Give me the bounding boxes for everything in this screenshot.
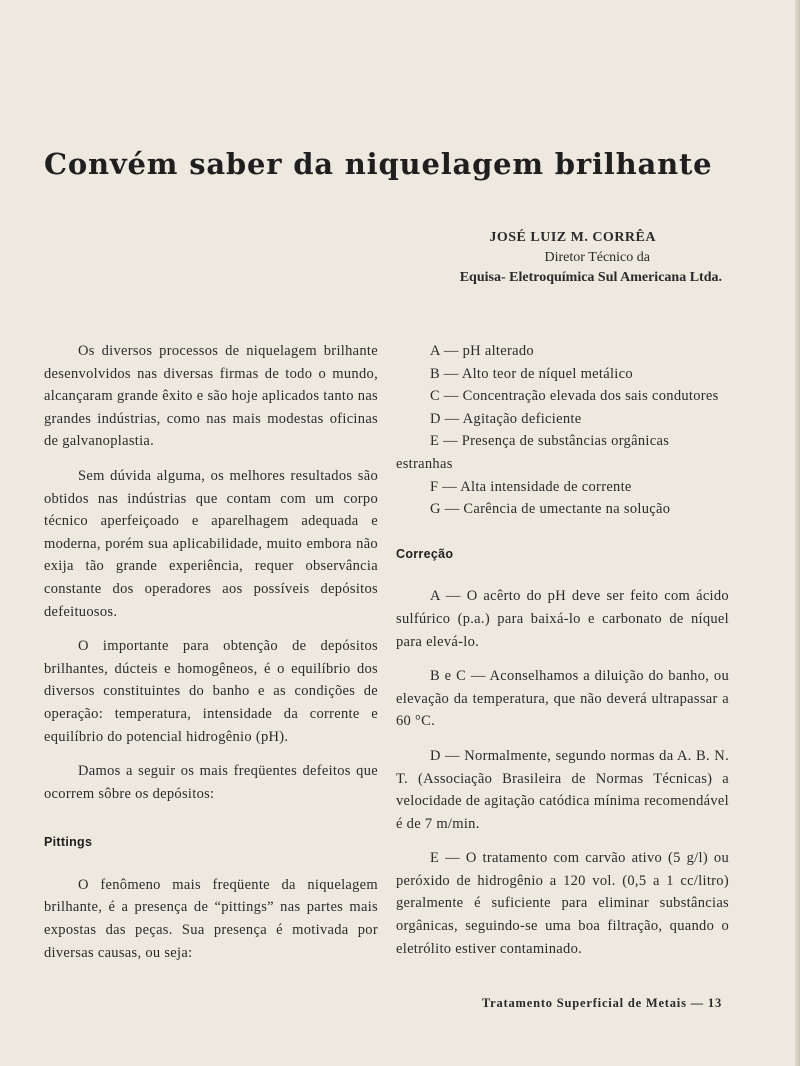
page-edge — [795, 0, 800, 1066]
list-item: B — Alto teor de níquel metálico — [430, 365, 633, 382]
list-item: A — pH alterado — [430, 343, 534, 359]
paragraph: O fenômeno mais freqüente da niquelagem brilhante, é a presença de “pittings” nas partes mais expostas das peças. Sua presença é motivada por diversas causas, ou seja: — [44, 876, 378, 961]
right-column — [396, 340, 729, 972]
paragraph: E — O tratamento com carvão ativo (5 g/l) ou peróxido de hidrogênio a 120 vol. (0,5 a 1 cc/litro) geralmente é suficiente para eliminar substâncias orgânicas, seguindo-se uma boa filtração, quando o eletrólito estiver contaminado. — [396, 850, 729, 957]
list-item: F — Alta intensidade de corrente — [430, 478, 632, 495]
author-name: JOSÉ LUIZ M. CORRÊA — [489, 230, 656, 245]
paragraph: Os diversos processos de niquelagem brilhante desenvolvidos nas diversas firmas de todo o mundo, alcançaram grande êxito e são hoje aplicados tanto nas grandes indústrias, como nas mais modestas oficinas de galvanoplastia. — [44, 343, 378, 450]
list-item: C — Concentração elevada dos sais condutores — [430, 388, 719, 405]
author-block — [362, 228, 722, 288]
section-heading-pittings: Pittings — [44, 835, 93, 850]
paragraph: O importante para obtenção de depósitos brilhantes, dúcteis e homogêneos, é o equilíbrio dos diversos constituintes do banho e as condições de operação: temperatura, intensidade da corrente e equilíbrio do potencial hidrogênio (pH). — [44, 638, 378, 745]
list-item: G — Carência de umectante na solução — [430, 501, 671, 518]
paragraph: Damos a seguir os mais freqüentes defeitos que ocorrem sôbre os depósitos: — [44, 763, 378, 802]
paragraph: A — O acêrto do pH deve ser feito com ácido sulfúrico (p.a.) para baixá-lo e carbonato de níquel para elevá-lo. — [396, 588, 729, 650]
author-role: Diretor Técnico da — [544, 250, 650, 265]
author-company: Equisa- Eletroquímica Sul Americana Ltda. — [459, 270, 722, 285]
paragraph: B e C — Aconselhamos a diluição do banho, ou elevação da temperatura, que não deverá ultrapassar a 60 °C. — [396, 668, 729, 730]
article-title: Convém saber da niquelagem brilhante — [44, 147, 713, 182]
section-heading-correcao: Correção — [396, 546, 454, 561]
paragraph: Sem dúvida alguma, os melhores resultados são obtidos nas indústrias que contam com um corpo técnico aperfeiçoado e aparelhagem adequada e moderna, porém sua aplicabilidade, muito embora não exija tão grande experiência, requer observância constante dos operadores aos possíveis depósitos defeituosos. — [44, 467, 378, 620]
left-column — [44, 340, 378, 976]
paragraph: D — Normalmente, segundo normas da A. B. N. T. (Associação Brasileira de Normas Técnicas) a velocidade de agitação catódica mínima recomendável é de 7 m/min. — [396, 747, 729, 832]
causes-list — [396, 340, 729, 521]
list-item: E — Presença de substâncias orgânicas estranhas — [396, 433, 670, 472]
page-footer: Tratamento Superficial de Metais — 13 — [481, 996, 722, 1010]
list-item: D — Agitação deficiente — [430, 410, 582, 427]
